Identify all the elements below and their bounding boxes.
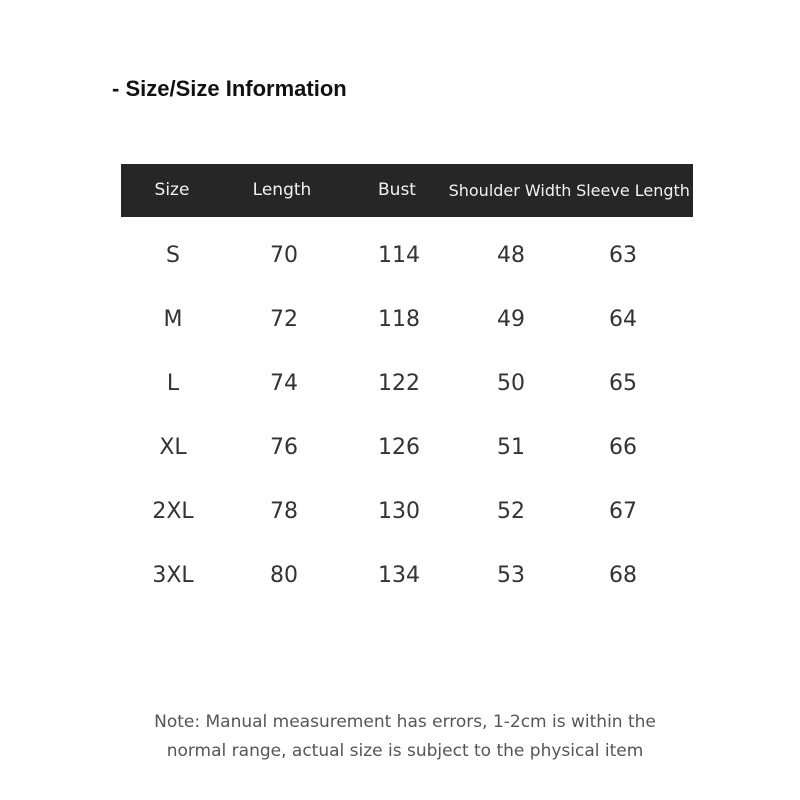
cell-bust: 118 <box>378 307 420 332</box>
cell-size: 3XL <box>152 563 194 588</box>
note-line-1: Note: Manual measurement has errors, 1-2cm is within the <box>154 712 656 732</box>
cell-size: S <box>166 243 180 268</box>
cell-length: 72 <box>270 307 298 332</box>
header-bust: Bust <box>378 180 416 200</box>
cell-sleeve-length: 66 <box>609 435 637 460</box>
cell-sleeve-length: 63 <box>609 243 637 268</box>
cell-sleeve-length: 64 <box>609 307 637 332</box>
cell-sleeve-length: 67 <box>609 499 637 524</box>
header-size: Size <box>154 180 190 200</box>
cell-shoulder-width: 48 <box>497 243 525 268</box>
cell-shoulder-width: 50 <box>497 371 525 396</box>
cell-sleeve-length: 65 <box>609 371 637 396</box>
cell-shoulder-width: 52 <box>497 499 525 524</box>
cell-length: 76 <box>270 435 298 460</box>
header-shoulder-width: Shoulder Width <box>448 181 572 200</box>
measurement-note <box>100 708 710 766</box>
table-row <box>121 492 693 532</box>
cell-shoulder-width: 53 <box>497 563 525 588</box>
cell-size: M <box>163 307 183 332</box>
cell-bust: 134 <box>378 563 420 588</box>
cell-shoulder-width: 51 <box>497 435 525 460</box>
table-row <box>121 364 693 404</box>
cell-length: 78 <box>270 499 298 524</box>
header-length: Length <box>252 180 312 200</box>
cell-length: 70 <box>270 243 298 268</box>
header-sleeve-length: Sleeve Length <box>576 181 690 200</box>
cell-sleeve-length: 68 <box>609 563 637 588</box>
cell-bust: 114 <box>378 243 420 268</box>
cell-shoulder-width: 49 <box>497 307 525 332</box>
table-row <box>121 428 693 468</box>
cell-size: XL <box>159 435 187 460</box>
cell-bust: 126 <box>378 435 420 460</box>
table-row <box>121 556 693 596</box>
size-table-header <box>121 164 693 217</box>
cell-size: 2XL <box>152 499 194 524</box>
cell-length: 74 <box>270 371 298 396</box>
cell-bust: 130 <box>378 499 420 524</box>
page-title: - Size/Size Information <box>112 76 347 101</box>
cell-size: L <box>166 371 180 396</box>
table-row <box>121 236 693 276</box>
table-row <box>121 300 693 340</box>
cell-bust: 122 <box>378 371 420 396</box>
note-line-2: normal range, actual size is subject to the physical item <box>166 741 644 761</box>
cell-length: 80 <box>270 563 298 588</box>
